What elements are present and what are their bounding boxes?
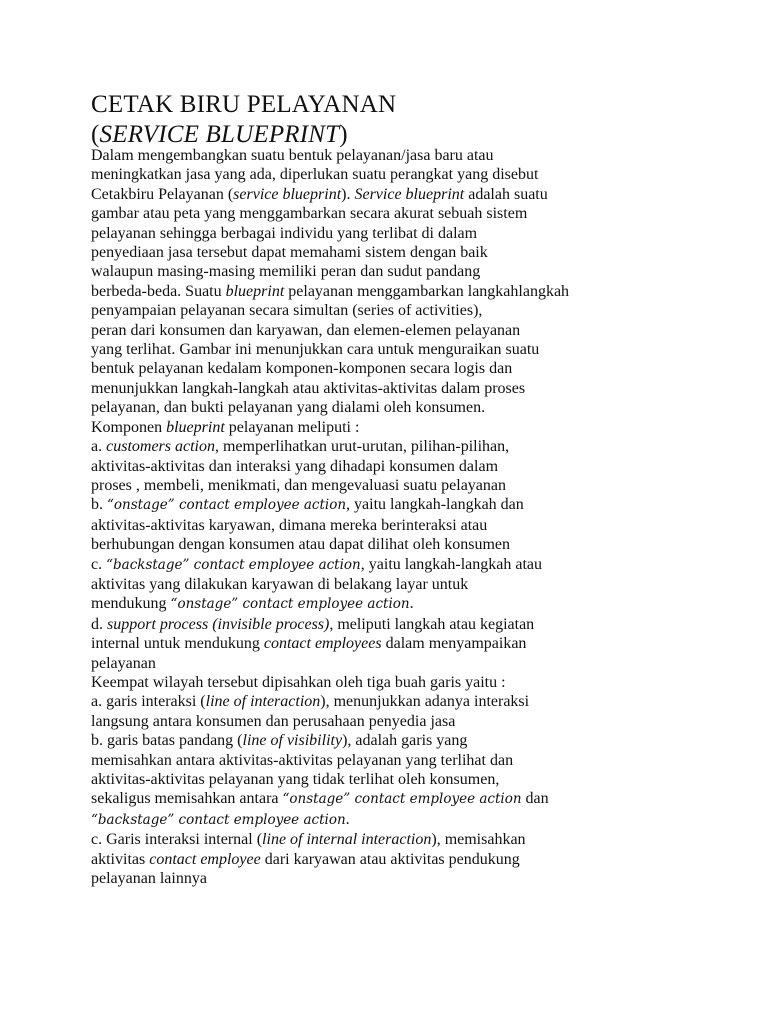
text-segment: Cetakbiru Pelayanan ( (91, 185, 234, 203)
text-segment: internal untuk mendukung (91, 635, 264, 653)
body-line (91, 146, 731, 165)
text-segment: yang terlihat. Gambar ini menunjukkan cara untuk menguraikan suatu (91, 341, 540, 359)
text-segment: sekaligus memisahkan antara (91, 790, 283, 808)
body-line (91, 495, 731, 515)
text-segment: pelayanan, dan bukti pelayanan yang dialami oleh konsumen. (91, 399, 486, 417)
italic-term: service blueprint (233, 185, 342, 203)
text-segment: penyampaian pelayanan secara simultan (series of activities), (91, 302, 483, 320)
body-line (91, 535, 731, 554)
body-line (91, 555, 731, 575)
text-segment: b. garis batas pandang ( (91, 732, 243, 750)
text-segment: ). (341, 185, 355, 203)
body-line (91, 262, 731, 281)
body-line (91, 282, 731, 301)
italic-term: “onstage” contact employee action (170, 596, 410, 613)
title-paren-close: ) (339, 121, 348, 148)
text-segment: , memperlihatkan urut-urutan, pilihan-pilihan, (214, 438, 510, 456)
text-segment: a. garis interaksi ( (91, 693, 206, 711)
text-segment: proses , membeli, menikmati, dan mengevaluasi suatu pelayanan (91, 476, 506, 494)
text-segment: berbeda-beda. Suatu (91, 282, 226, 300)
text-segment: a. (91, 438, 107, 456)
italic-term: “backstage” contact employee action (91, 811, 346, 828)
body-line (91, 457, 731, 476)
italic-term: “backstage” contact employee action (106, 556, 361, 573)
body-line (91, 731, 731, 750)
text-segment: aktivitas (91, 850, 150, 868)
body-line (91, 185, 731, 204)
text-segment: ), memisahkan (431, 831, 526, 849)
text-segment: menunjukkan langkah-langkah atau aktivitas-aktivitas dalam proses (91, 379, 526, 397)
body-line (91, 712, 731, 731)
text-segment: penyediaan jasa tersebut dapat memahami sistem dengan baik (91, 244, 488, 262)
text-segment: adalah suatu (464, 185, 548, 203)
body-line (91, 850, 731, 869)
body-line (91, 418, 731, 437)
text-segment: Dalam mengembangkan suatu bentuk pelayanan/jasa baru atau (91, 147, 494, 164)
text-segment: mendukung (91, 595, 171, 613)
italic-term: Service blueprint (354, 185, 465, 203)
body-line (91, 243, 731, 262)
text-segment: aktivitas-aktivitas pelayanan yang tidak terlihat oleh konsumen, (91, 771, 500, 788)
text-segment: aktivitas-aktivitas dan interaksi yang dihadapi konsumen dalam (91, 457, 499, 475)
text-segment: dan (521, 790, 549, 808)
italic-term: “onstage” contact employee action (282, 791, 522, 808)
body-line (91, 204, 731, 223)
body-line (91, 673, 731, 692)
body-line (91, 165, 731, 184)
body-line (91, 615, 731, 634)
italic-term: support process (invisible process) (107, 615, 330, 633)
title-paren-open: ( (91, 121, 100, 148)
text-segment: pelayanan sehingga berbagai individu yang terlibat di dalam (91, 224, 478, 242)
body-line (91, 654, 731, 673)
italic-term: contact employee (149, 850, 261, 868)
text-segment: Komponen (91, 418, 167, 436)
text-segment: aktivitas yang dilakukan karyawan di belakang layar untuk (91, 575, 469, 593)
text-segment: , meliputi langkah atau kegiatan (329, 615, 535, 633)
text-segment: pelayanan meliputi : (224, 418, 360, 436)
text-segment: peran dari konsumen dan karyawan, dan elemen-elemen pelayanan (91, 321, 521, 339)
text-segment: meningkatkan jasa yang ada, diperlukan suatu perangkat yang disebut (91, 166, 539, 184)
body-line (91, 321, 731, 340)
text-segment: bentuk pelayanan kedalam komponen-komponen secara logis dan (91, 360, 513, 378)
text-segment: aktivitas-aktivitas karyawan, dimana mereka berinteraksi atau (91, 516, 488, 534)
document-title (91, 90, 396, 150)
italic-term: line of internal interaction (262, 831, 432, 849)
text-segment: , yaitu langkah-langkah dan (346, 496, 524, 514)
italic-term: contact employees (263, 635, 382, 653)
title-line-1: CETAK BIRU PELAYANAN (91, 91, 397, 118)
text-segment: . (345, 810, 350, 828)
text-segment: langsung antara konsumen dan perusahaan penyedia jasa (91, 712, 456, 730)
text-segment: b. (91, 496, 107, 514)
body-line (91, 575, 731, 594)
body-line (91, 359, 731, 378)
italic-term: customers action (106, 438, 215, 456)
text-segment: c. Garis interaksi internal ( (91, 831, 263, 849)
body-line (91, 340, 731, 359)
text-segment: walaupun masing-masing memiliki peran dan sudut pandang (91, 263, 481, 281)
text-segment: d. (91, 615, 107, 633)
italic-term: blueprint (166, 418, 225, 436)
text-segment: pelayanan lainnya (91, 870, 207, 888)
body-line (91, 770, 731, 789)
body-line (91, 224, 731, 243)
body-line (91, 516, 731, 535)
italic-term: “onstage” contact employee action (107, 497, 347, 514)
body-line (91, 634, 731, 653)
body-line (91, 437, 731, 456)
text-segment: dari karyawan atau aktivitas pendukung (260, 850, 520, 868)
text-segment: Keempat wilayah tersebut dipisahkan oleh tiga buah garis yaitu : (91, 673, 506, 691)
body-line (91, 476, 731, 495)
body-line (91, 789, 731, 809)
body-line (91, 379, 731, 398)
body-line (91, 594, 731, 614)
text-segment: ), menunjukkan adanya interaksi (320, 693, 530, 711)
italic-term: line of interaction (205, 693, 321, 711)
body-line (91, 830, 731, 849)
text-segment: ), adalah garis yang (342, 732, 468, 750)
text-segment: pelayanan (91, 654, 156, 672)
text-segment: c. (91, 555, 107, 573)
text-segment: , yaitu langkah-langkah atau (360, 555, 543, 573)
body-line (91, 751, 731, 770)
body-line (91, 301, 731, 320)
body-line (91, 398, 731, 417)
text-segment: dalam menyampaikan (381, 635, 527, 653)
body-line (91, 869, 731, 888)
text-segment: memisahkan antara aktivitas-aktivitas pelayanan yang terlihat dan (91, 751, 514, 769)
text-segment: pelayanan menggambarkan langkahlangkah (284, 282, 570, 300)
document-body (91, 146, 731, 888)
italic-term: line of visibility (242, 732, 343, 750)
body-line (91, 810, 731, 830)
title-italic: SERVICE BLUEPRINT (99, 121, 340, 148)
text-segment: gambar atau peta yang menggambarkan secara akurat sebuah sistem (91, 205, 528, 223)
text-segment: berhubungan dengan konsumen atau dapat dilihat oleh konsumen (91, 536, 511, 554)
italic-term: blueprint (225, 282, 285, 300)
body-line (91, 692, 731, 711)
text-segment: . (409, 595, 414, 613)
